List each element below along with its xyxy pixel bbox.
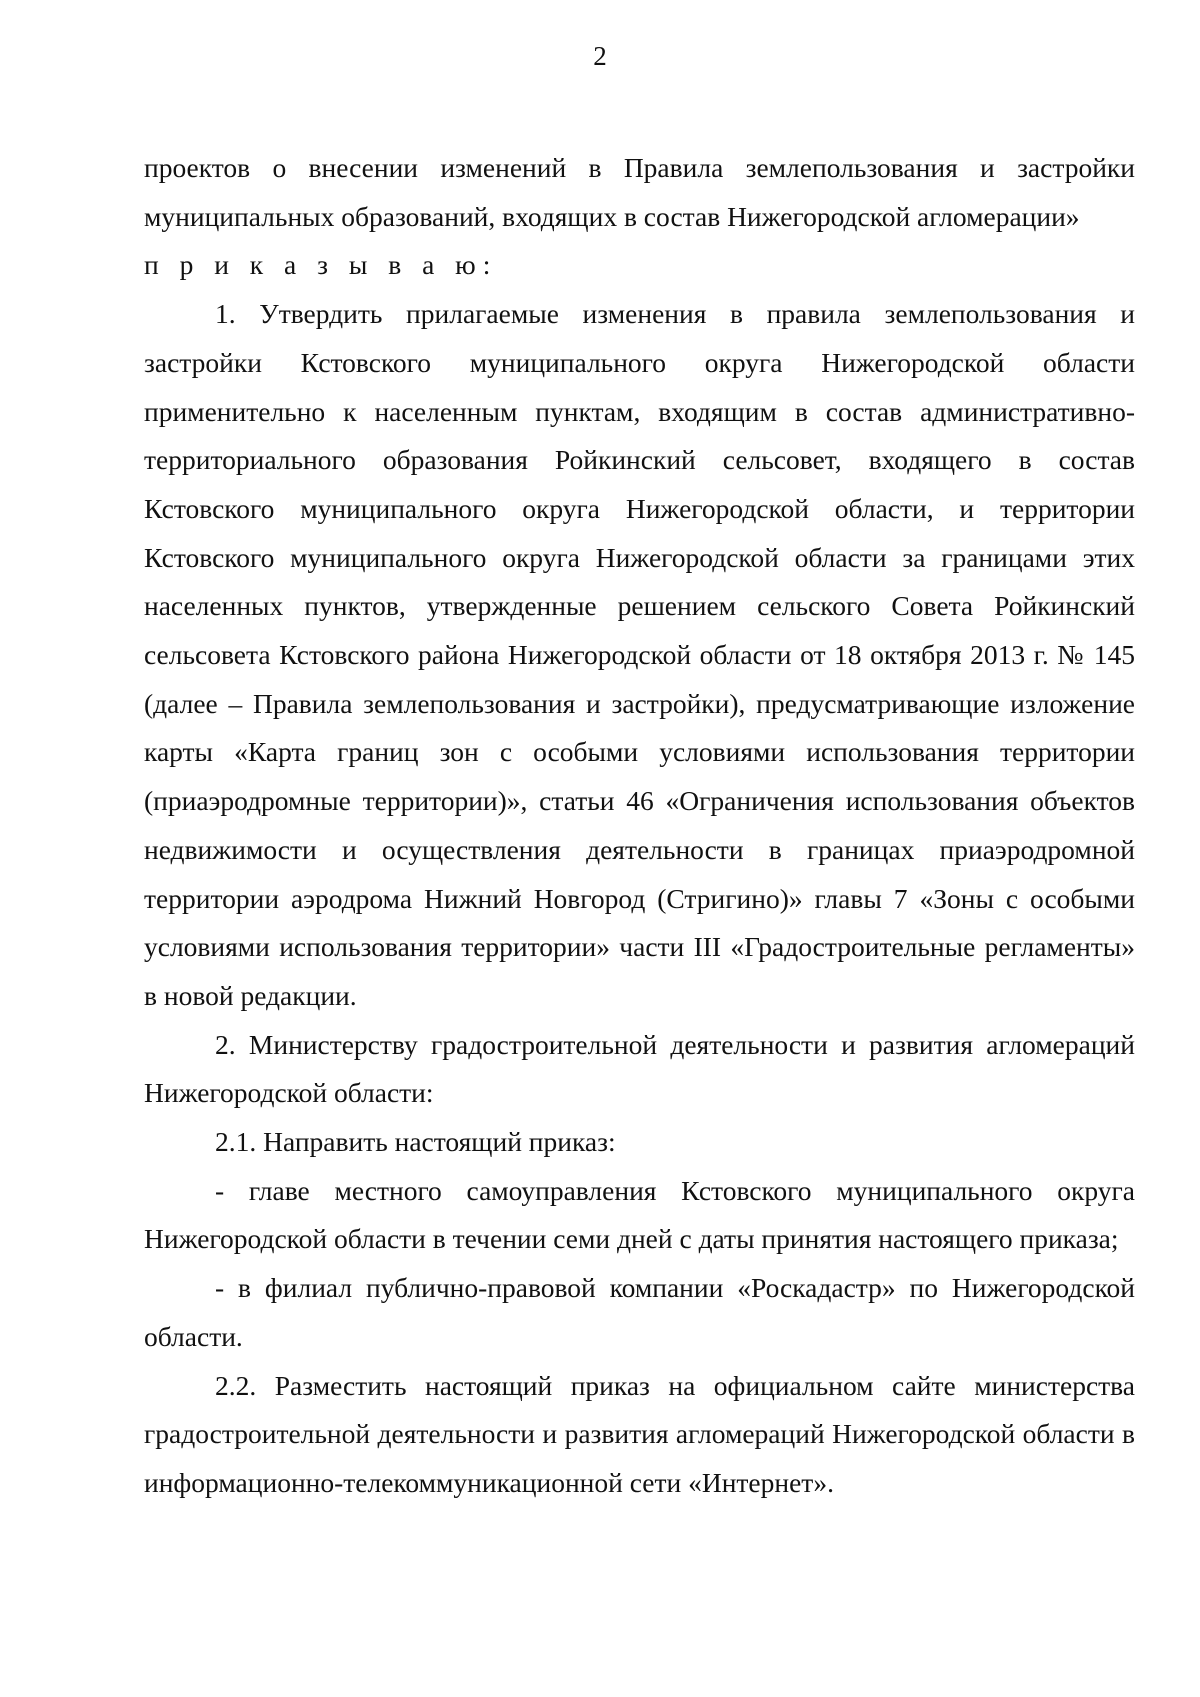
paragraph-item-1: 1. Утвердить прилагаемые изменения в правила землепользования и застройки Кстовского муниципального округа Нижегородской области применительно к населенным пунктам, входящим в состав административно-территориального образования Ройкинский сельсовет, входящего в состав Кстовского муниципального округа Нижегородской области, и территории Кстовского муниципального округа Нижегородской области за границами этих населенных пунктов, утвержденные решением сельского Совета Ройкинский сельсовета Кстовского района Нижегородской области от 18 октября 2013 г. № 145 (далее – Правила землепользования и застройки), предусматривающие изложение карты «Карта границ зон с особыми условиями использования территории (приаэродромные территории)», статьи 46 «Ограничения использования объектов недвижимости и осуществления деятельности в границах приаэродромной территории аэродрома Нижний Новгород (Стригино)» главы 7 «Зоны с особыми условиями использования территории» части III «Градостроительные регламенты» в новой редакции. [144, 298, 1135, 1011]
page-number: 2 [593, 41, 607, 71]
paragraph-intro: проектов о внесении изменений в Правила землепользования и застройки муниципальных образований, входящих в состав Нижегородской агломерации» [144, 152, 1135, 232]
paragraph-item-2: 2. Министерству градостроительной деятельности и развития агломераций Нижегородской области: [144, 1028, 1135, 1109]
document-body [144, 144, 1135, 1508]
paragraph-item-2-1-a: - главе местного самоуправления Кстовского муниципального округа Нижегородской области в течении семи дней с даты принятия настоящего приказа; [144, 1174, 1135, 1255]
paragraph-order-verb: п р и к а з ы в а ю: [144, 249, 498, 281]
paragraph-item-2-1-b: - в филиал публично-правовой компании «Роскадастр» по Нижегородской области. [144, 1272, 1135, 1352]
paragraph-item-2-2: 2.2. Разместить настоящий приказ на официальном сайте министерства градостроительной деятельности и развития агломераций Нижегородской области в информационно-телекоммуникационной сети «Интернет». [144, 1369, 1135, 1498]
paragraph-item-2-1: 2.1. Направить настоящий приказ: [215, 1126, 616, 1158]
